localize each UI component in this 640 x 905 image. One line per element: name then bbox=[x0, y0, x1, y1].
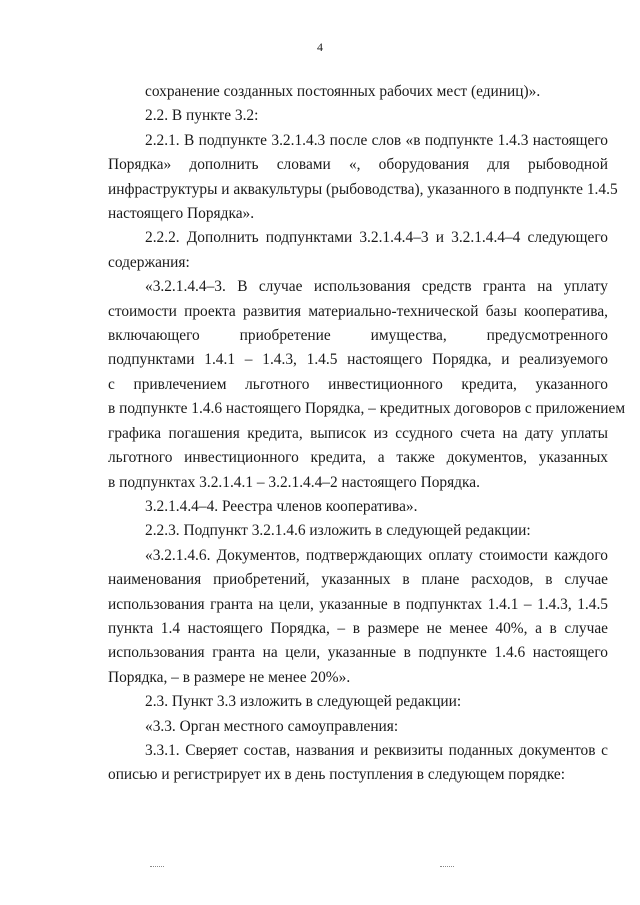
text-line: графика погашения кредита, выписок из ссудного счета на дату уплаты bbox=[108, 424, 608, 442]
text-line: 2.3. Пункт 3.3 изложить в следующей редакции: bbox=[145, 693, 462, 711]
text-line: в подпунктах 3.2.1.4.1 – 3.2.1.4.4–2 настоящего Порядка. bbox=[108, 473, 480, 491]
text-line: Порядка» дополнить словами «, оборудования для рыбоводной bbox=[108, 156, 608, 174]
text-line: «3.2.1.4.6. Документов, подтверждающих оплату стоимости каждого bbox=[145, 546, 608, 564]
text-line: описью и регистрирует их в день поступления в следующем порядке: bbox=[108, 766, 566, 784]
text-line: настоящего Порядка». bbox=[108, 205, 255, 223]
text-line: с привлечением льготного инвестиционного кредита, указанного bbox=[108, 375, 608, 393]
text-line: использования гранта на цели, указанные в подпунктах 1.4.1 – 1.4.3, 1.4.5 bbox=[108, 595, 608, 613]
page-number: 4 bbox=[317, 40, 323, 54]
paragraph bbox=[108, 495, 608, 519]
paragraph bbox=[108, 690, 608, 714]
paragraph bbox=[108, 226, 608, 275]
paragraph bbox=[108, 715, 608, 739]
paragraph bbox=[108, 80, 608, 104]
paragraph bbox=[108, 129, 618, 227]
text-line: стоимости проекта развития материально-технической базы кооператива, bbox=[108, 302, 608, 320]
text-line: инфраструктуры и аквакультуры (рыбоводства), указанного в подпункте 1.4.5 bbox=[108, 180, 618, 198]
text-line: «3.3. Орган местного самоуправления: bbox=[145, 717, 399, 735]
paragraph bbox=[108, 519, 608, 543]
scan-mark bbox=[440, 866, 454, 873]
text-line: «3.2.1.4.4–3. В случае использования средств гранта на уплату bbox=[145, 278, 608, 296]
text-line: 2.2.3. Подпункт 3.2.1.4.6 изложить в следующей редакции: bbox=[145, 522, 531, 540]
document-body bbox=[108, 80, 626, 788]
paragraph bbox=[108, 739, 608, 788]
paragraph bbox=[108, 104, 608, 128]
text-line: 2.2. В пункте 3.2: bbox=[145, 107, 259, 125]
scan-mark bbox=[150, 866, 164, 873]
text-line: льготного инвестиционного кредита, а также документов, указанных bbox=[108, 449, 608, 467]
text-line: содержания: bbox=[108, 253, 190, 271]
text-line: использования гранта на цели, указанные в подпункте 1.4.6 настоящего bbox=[108, 644, 608, 662]
text-line: в подпункте 1.4.6 настоящего Порядка, – кредитных договоров с приложением bbox=[108, 400, 626, 418]
text-line: подпунктами 1.4.1 – 1.4.3, 1.4.5 настоящего Порядка, и реализуемого bbox=[108, 351, 608, 369]
text-line: 2.2.1. В подпункте 3.2.1.4.3 после слов «в подпункте 1.4.3 настоящего bbox=[145, 131, 608, 149]
paragraph bbox=[108, 544, 608, 690]
text-line: сохранение созданных постоянных рабочих мест (единиц)». bbox=[145, 83, 541, 100]
text-line: пункта 1.4 настоящего Порядка, – в размере не менее 40%, а в случае bbox=[108, 619, 608, 637]
text-line: Порядка, – в размере не менее 20%». bbox=[108, 668, 351, 686]
paragraph bbox=[108, 275, 626, 495]
text-line: 2.2.2. Дополнить подпунктами 3.2.1.4.4–3 и 3.2.1.4.4–4 следующего bbox=[145, 229, 608, 247]
text-line: наименования приобретений, указанных в плане расходов, в случае bbox=[108, 571, 608, 589]
text-line: 3.2.1.4.4–4. Реестра членов кооператива». bbox=[145, 497, 418, 515]
text-line: включающего приобретение имущества, предусмотренного bbox=[108, 327, 608, 345]
text-line: 3.3.1. Сверяет состав, названия и реквизиты поданных документов с bbox=[145, 741, 608, 759]
